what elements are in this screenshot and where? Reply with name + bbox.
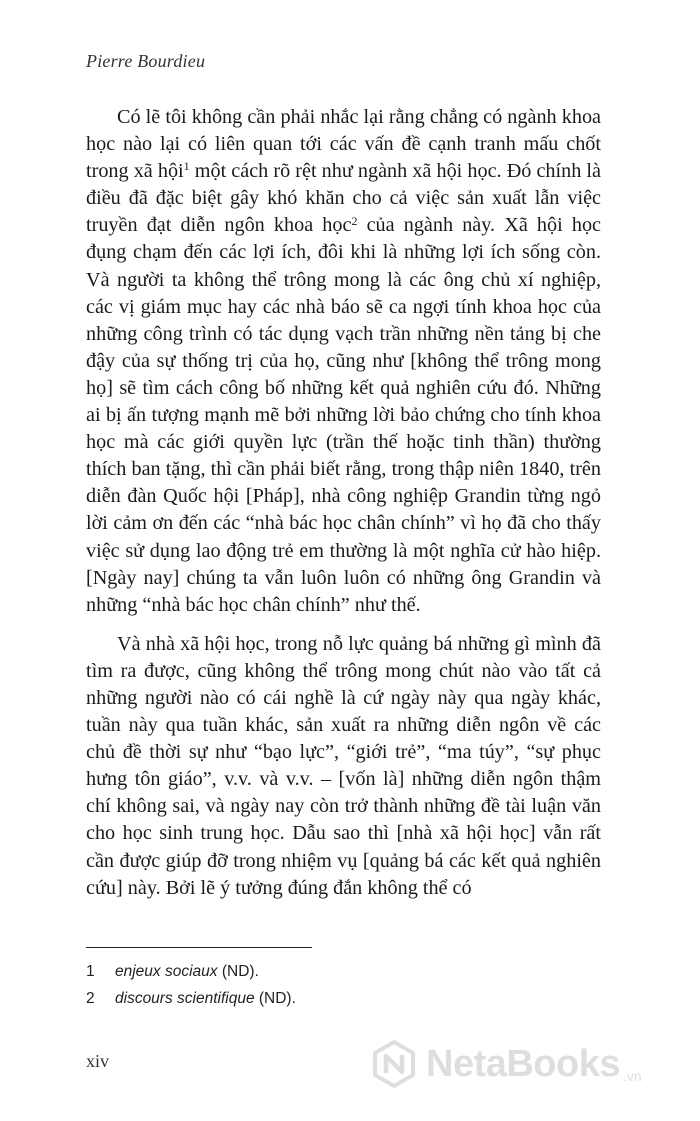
running-head-author: Pierre Bourdieu	[86, 51, 206, 71]
watermark	[370, 1040, 642, 1088]
footnote-marker-1: 1	[183, 159, 190, 174]
footnote-text	[115, 985, 296, 1012]
footnote-divider	[86, 947, 312, 948]
paragraph-2: Và nhà xã hội học, trong nỗ lực quảng bá những gì mình đã tìm ra được, cũng không thể trông mong chút nào vào tất cả những người nào có cái nghề là cứ ngày này qua ngày khác, tuần này qua tuần khác, sản xuất ra những diễn ngôn về các chủ đề thời sự như “bạo lực”, “giới trẻ”, “ma túy”, “sự phục hưng tôn giáo”, v.v. và v.v. – [vốn là] những diễn ngôn thậm chí không sai, và ngày nay còn trở thành những đề tài luận văn cho học sinh trung học. Dẫu sao thì [nhà xã hội học] vẫn rất cần được giúp đỡ trong nhiệm vụ [quảng bá các kết quả nghiên cứu] này. Bởi lẽ ý tưởng đúng đắn không thể có	[86, 632, 601, 899]
footnote-1	[86, 958, 601, 985]
watermark-brand: NetaBooks	[426, 1043, 620, 1085]
page-number: xiv	[86, 1051, 110, 1071]
footnote-marker-2: 2	[351, 213, 358, 228]
footnote-2	[86, 985, 601, 1012]
footnote-note: (ND).	[217, 963, 259, 980]
paragraph-1-segment: Có lẽ tôi không cần phải nhắc lại rằng chẳng có ngành khoa học nào lại có liên quan tới các vấn đề cạnh tranh mấu chốt trong xã hội	[86, 106, 601, 183]
paragraph-1-segment: một cách rõ rệt như ngành xã hội học. Đó chính là điều đã đặc biệt gây khó khăn cho cả việc sản xuất lẫn việc truyền đạt diễn ngôn khoa học	[86, 160, 601, 237]
paragraph-1	[86, 104, 601, 619]
footnote-text	[115, 958, 259, 985]
footnote-term: discours scientifique	[115, 990, 255, 1007]
watermark-suffix: .vn	[623, 1068, 642, 1084]
footnotes	[86, 958, 601, 1012]
body-text	[86, 104, 601, 902]
footnote-note: (ND).	[254, 990, 296, 1007]
footnote-number: 2	[86, 990, 95, 1007]
footnote-number: 1	[86, 963, 95, 980]
paragraph-1-segment: của ngành này. Xã hội học đụng chạm đến các lợi ích, đôi khi là những lợi ích sống còn. Và người ta không thể trông mong là các ông chủ xí nghiệp, các vị giám mục hay các nhà báo sẽ ca ngợi tính khoa học của những công trình có tác dụng vạch trần những nền tảng bị che đậy của sự thống trị của họ, cũng như [không thể trông mong họ] sẽ tìm cách công bố những kết quả nghiên cứu đó. Những ai bị ấn tượng mạnh mẽ bởi những lời bảo chứng cho tính khoa học mà các giới quyền lực (trần thế hoặc tinh thần) thường thích ban tặng, thì cần phải biết rằng, trong thập niên 1840, trên diễn đàn Quốc hội [Pháp], nhà công nghiệp Grandin từng ngỏ lời cảm ơn đến các “nhà bác học chân chính” vì họ đã cho thấy việc sử dụng lao động trẻ em thường là một nghĩa cử hào hiệp. [Ngày nay] chúng ta vẫn luôn luôn có những ông Grandin và những “nhà bác học chân chính” như thế.	[86, 214, 601, 616]
netabooks-logo-icon	[370, 1040, 418, 1088]
footnote-term: enjeux sociaux	[115, 963, 218, 980]
